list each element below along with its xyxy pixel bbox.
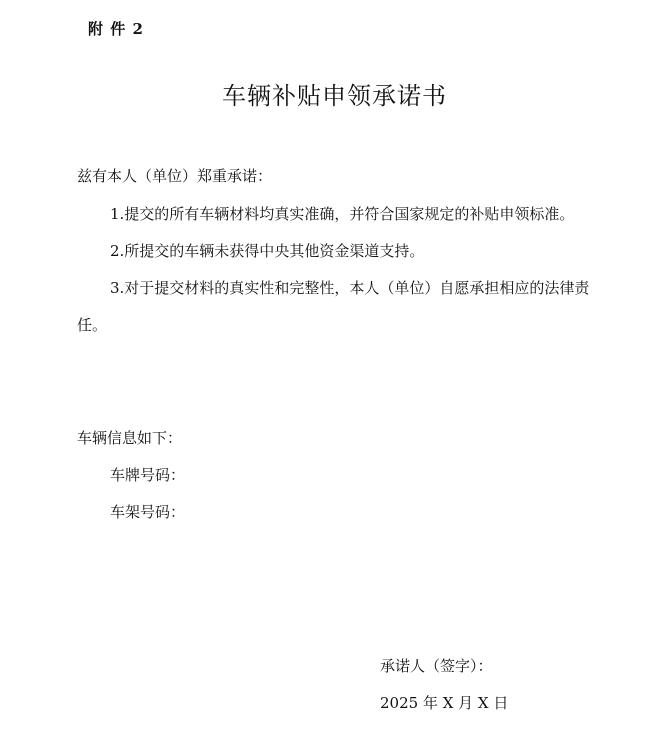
intro-text: 兹有本人（单位）郑重承诺： (77, 167, 273, 185)
plate-number-label: 车牌号码： (110, 466, 186, 484)
signature-block (380, 648, 508, 722)
signature-date: 2025 年 X 月 X 日 (380, 694, 509, 712)
signature-label: 承诺人（签字）： (380, 657, 493, 675)
vehicle-info-heading: 车辆信息如下： (77, 429, 183, 447)
commitment-list (77, 196, 617, 344)
commitment-item-1: 1.提交的所有车辆材料均真实准确，并符合国家规定的补贴申领标准。 (110, 205, 575, 223)
vin-label: 车架号码： (110, 503, 186, 521)
vehicle-info-section (77, 420, 617, 531)
document-title: 车辆补贴申领承诺书 (222, 82, 447, 110)
commitment-item-3: 3.对于提交材料的真实性和完整性，本人（单位）自愿承担相应的法律责任。 (77, 279, 590, 334)
commitment-item-2: 2.所提交的车辆未获得中央其他资金渠道支持。 (110, 242, 425, 260)
attachment-label: 附 件 2 (88, 20, 144, 38)
